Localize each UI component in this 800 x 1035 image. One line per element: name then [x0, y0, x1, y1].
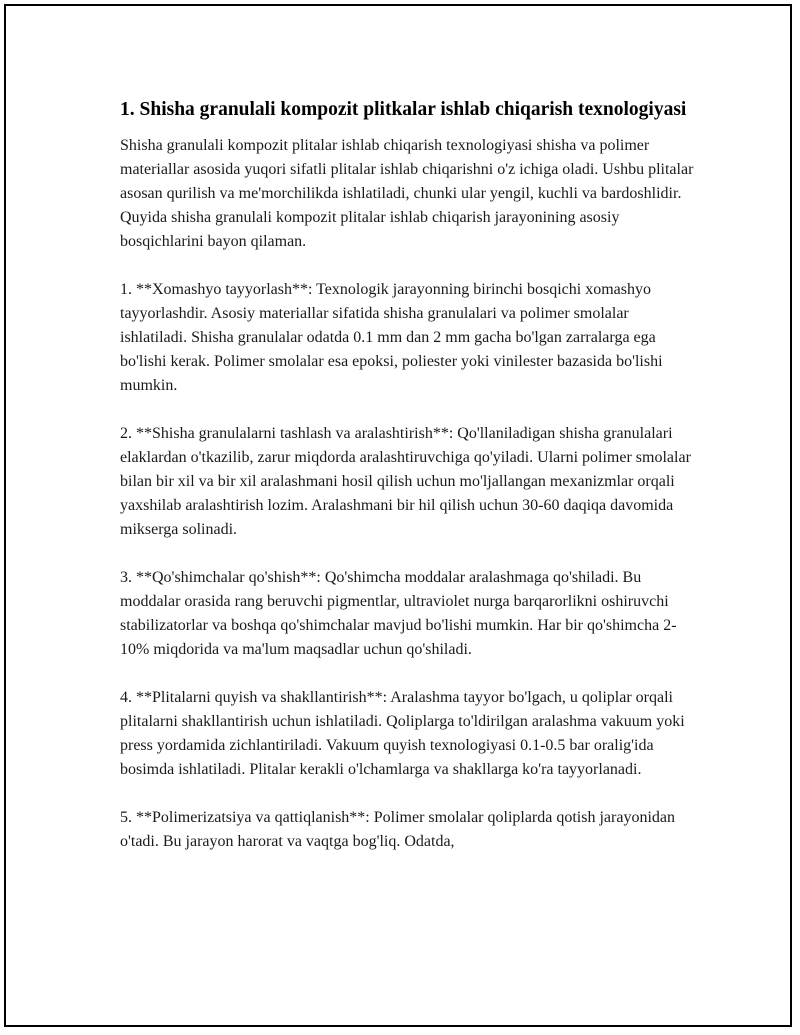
intro-paragraph: Shisha granulali kompozit plitalar ishlab chiqarish texnologiyasi shisha va polimer materiallar asosida yuqori sifatli plitalar ishlab chiqarishni o'z ichiga oladi. Ushbu plitalar asosan qurilish va me'morchilikda ishlatiladi, chunki ular yengil, kuchli va bardoshlidir. Quyida shisha granulali kompozit plitalar ishlab chiqarish jarayonining asosiy bosqichlarini bayon qilaman. [120, 137, 694, 250]
document-body [120, 97, 695, 878]
document-page [4, 4, 792, 1027]
step-1-paragraph: 1. **Xomashyo tayyorlash**: Texnologik jarayonning birinchi bosqichi xomashyo tayyorlashdir. Asosiy materiallar sifatida shisha granulalari va polimer smolalar ishlatiladi. Shisha granulalar odatda 0.1 mm dan 2 mm gacha bo'lgan zarralarga ega bo'lishi kerak. Polimer smolalar esa epoksi, poliester yoki vinilester bazasida bo'lishi mumkin. [120, 281, 663, 394]
step-3-paragraph: 3. **Qo'shimchalar qo'shish**: Qo'shimcha moddalar aralashmaga qo'shiladi. Bu moddalar orasida rang beruvchi pigmentlar, ultraviolet nurga barqarorlikni oshiruvchi stabilizatorlar va boshqa qo'shimchalar mavjud bo'lishi mumkin. Har bir qo'shimcha 2-10% miqdorida va ma'lum maqsadlar uchun qo'shiladi. [120, 569, 677, 658]
step-4-paragraph: 4. **Plitalarni quyish va shakllantirish**: Aralashma tayyor bo'lgach, u qoliplar orqali plitalarni shakllantirish uchun ishlatiladi. Qoliplarga to'ldirilgan aralashma vakuum yoki press yordamida zichlantiriladi. Vakuum quyish texnologiyasi 0.1-0.5 bar oralig'ida bosimda ishlatiladi. Plitalar kerakli o'lchamlarga va shakllarga ko'ra tayyorlanadi. [120, 689, 685, 778]
step-2-paragraph: 2. **Shisha granulalarni tashlash va aralashtirish**: Qo'llaniladigan shisha granulalari elaklardan o'tkazilib, zarur miqdorda aralashtiruvchiga qo'yiladi. Ularni polimer smolalar bilan bir xil va bir xil aralashmani hosil qilish uchun mo'ljallangan mexanizmlar orqali yaxshilab aralashtirish lozim. Aralashmani bir hil qilish uchun 30-60 daqiqa davomida mikserga solinadi. [120, 425, 691, 538]
step-5-paragraph: 5. **Polimerizatsiya va qattiqlanish**: Polimer smolalar qoliplarda qotish jarayonidan o'tadi. Bu jarayon harorat va vaqtga bog'liq. Odatda, [120, 809, 675, 850]
document-title: 1. Shisha granulali kompozit plitkalar ishlab chiqarish texnologiyasi [120, 99, 687, 120]
